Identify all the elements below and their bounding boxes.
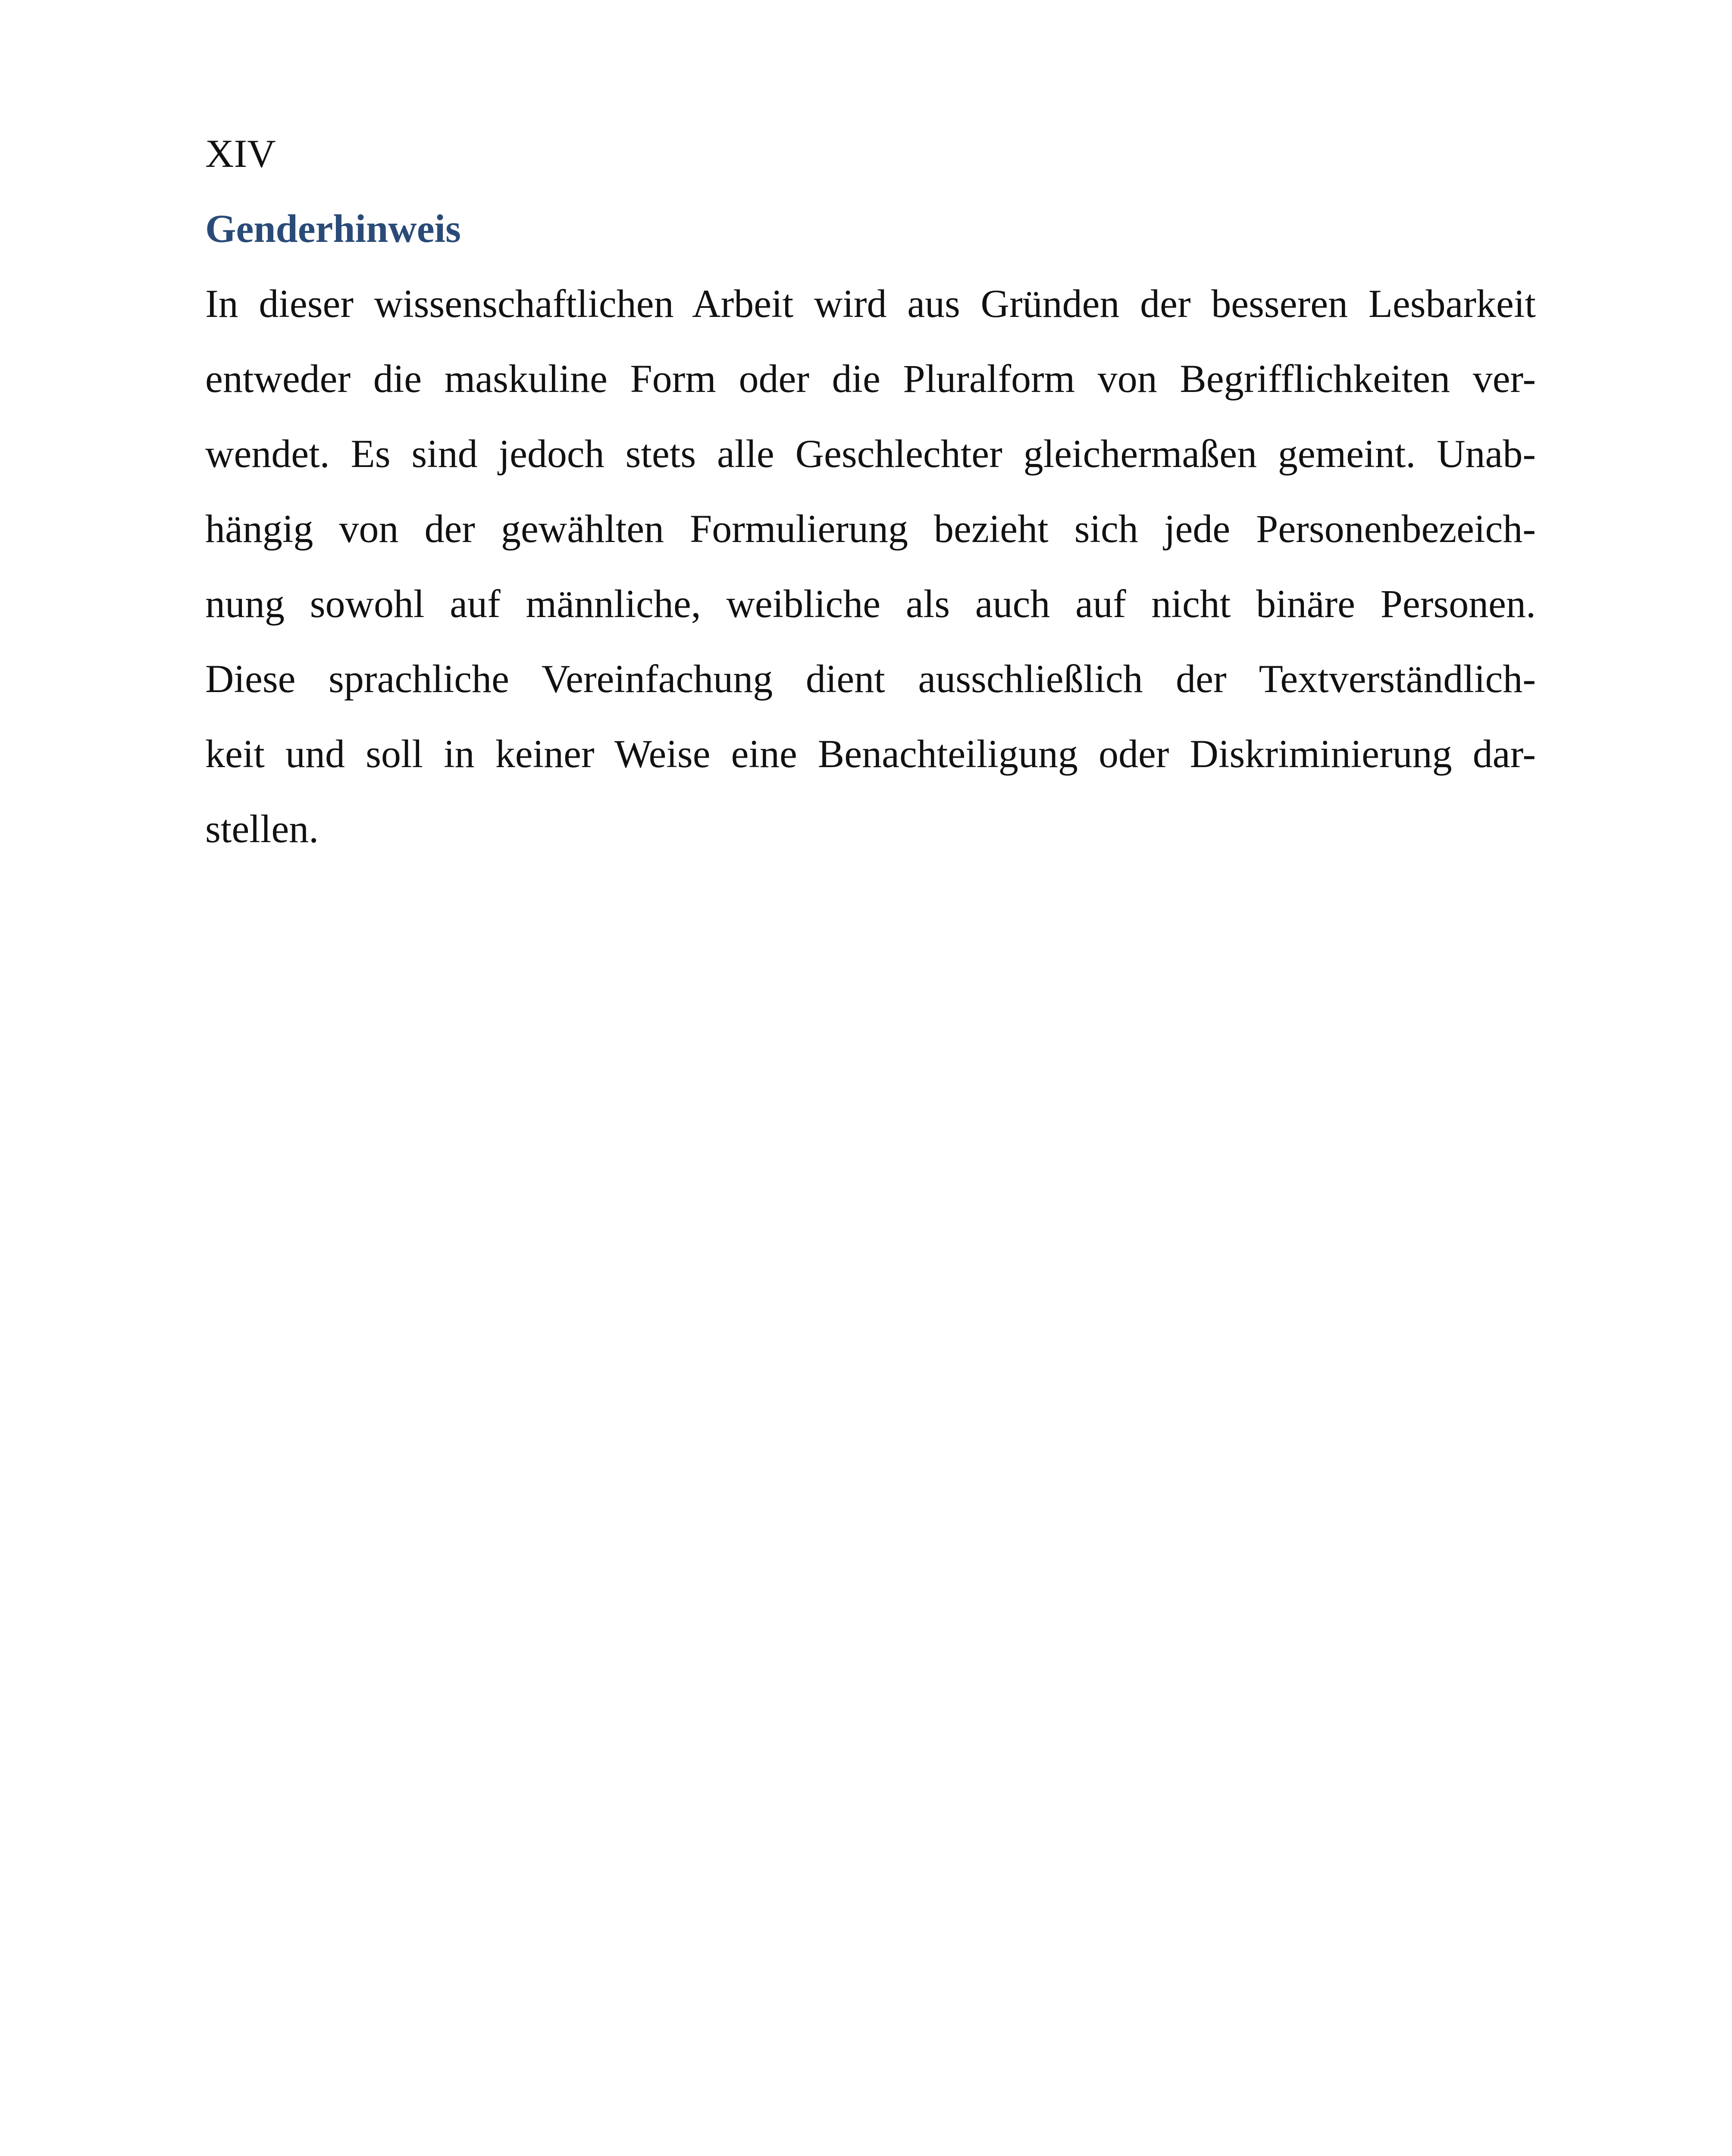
paragraph-line: wendet. Es sind jedoch stets alle Geschlechter gleichermaßen gemeint. Unab- <box>205 432 1536 476</box>
page-number: XIV <box>205 132 276 175</box>
paragraph-line: In dieser wissenschaftlichen Arbeit wird aus Gründen der besseren Lesbarkeit <box>205 282 1536 326</box>
paragraph-line: Diese sprachliche Vereinfachung dient ausschließlich der Textverständlich- <box>205 657 1536 701</box>
section-heading: Genderhinweis <box>205 207 461 251</box>
gender-notice-paragraph <box>205 278 1536 878</box>
paragraph-line: keit und soll in keiner Weise eine Benachteiligung oder Diskriminierung dar- <box>205 732 1536 776</box>
paragraph-line: nung sowohl auf männliche, weibliche als auch auf nicht binäre Personen. <box>205 582 1536 626</box>
paragraph-line: entweder die maskuline Form oder die Pluralform von Begrifflichkeiten ver- <box>205 357 1536 401</box>
paragraph-line: hängig von der gewählten Formulierung bezieht sich jede Personenbezeich- <box>205 507 1536 551</box>
paragraph-line: stellen. <box>205 807 319 851</box>
